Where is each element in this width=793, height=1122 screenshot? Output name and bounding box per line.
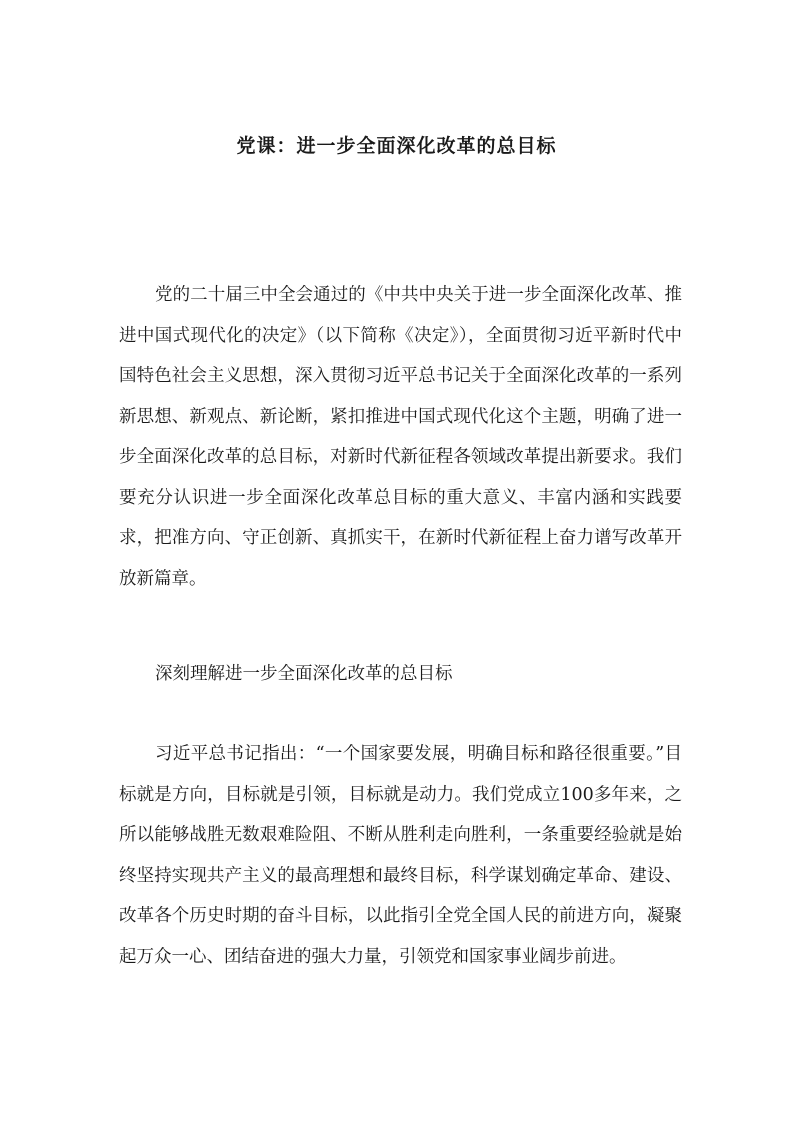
paragraph-body: 习近平总书记指出：“一个国家要发展，明确目标和路径很重要。”目标就是方向，目标就是引领，目标就是动力。我们党成立100多年来，之所以能够战胜无数艰难险阻、不断从胜利走向胜利，一条重要经验就是始终坚持实现共产主义的最高理想和最终目标，科学谋划确定革命、建设、改革各个历史时期的奋斗目标，以此指引全党全国人民的前进方向，凝聚起万众一心、团结奋进的强大力量，引领党和国家事业阔步前进。 xyxy=(119,744,682,967)
section-heading: 深刻理解进一步全面深化改革的总目标 xyxy=(155,664,453,684)
document-title: 党课：进一步全面深化改革的总目标 xyxy=(236,135,557,157)
paragraph-intro: 党的二十届三中全会通过的《中共中央关于进一步全面深化改革、推进中国式现代化的决定》（以下简称《决定》），全面贯彻习近平新时代中国特色社会主义思想，深入贯彻习近平总书记关于全面深化改革的一系列新思想、新观点、新论断，紧扣推进中国式现代化这个主题，明确了进一步全面深化改革的总目标，对新时代新征程各领域改革提出新要求。我们要充分认识进一步全面深化改革总目标的重大意义、丰富内涵和实践要求，把准方向、守正创新、真抓实干，在新时代新征程上奋力谱写改革开放新篇章。 xyxy=(119,285,682,589)
